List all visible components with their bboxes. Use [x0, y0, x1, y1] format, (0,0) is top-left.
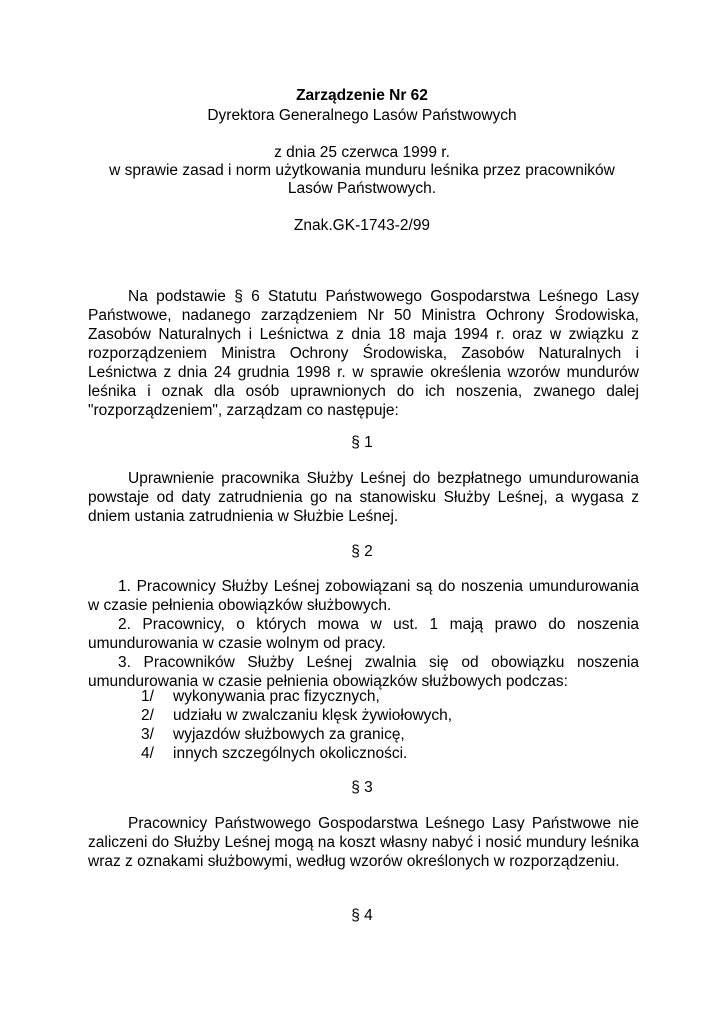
section-2-heading: § 2 [351, 543, 373, 560]
section-3-body [88, 814, 639, 871]
section-3-text: Pracownicy Państwowego Gospodarstwa Leśnego Lasy Państwowe nie zaliczeni do Służby Leśnej mogą na koszt własny nabyć i nosić mundury leśnika wraz z oznakami służbowymi, według wzorów określonych w rozporządzeniu. [88, 815, 639, 870]
document-issuer: Dyrektora Generalnego Lasów Państwowych [207, 107, 517, 124]
sublist-number: 1/ [141, 688, 154, 705]
sublist-text: wyjazdów służbowych za granicę, [173, 726, 405, 743]
sublist-text: udziału w zwalczaniu klęsk żywiołowych, [173, 707, 453, 724]
section-1-text: Uprawnienie pracownika Służby Leśnej do bezpłatnego umundurowania powstaje od daty zatrudnienia go na stanowisku Służby Leśnej, a wygasa z dniem ustania zatrudnienia w Służbie Leśnej. [88, 470, 639, 525]
document-title: Zarządzenie Nr 62 [296, 87, 428, 104]
document-subject-line-2: Lasów Państwowych. [287, 180, 437, 197]
preamble-text: Na podstawie § 6 Statutu Państwowego Gospodarstwa Leśnego Lasy Państwowe, nadanego zarządzeniem Nr 50 Ministra Ochrony Środowiska, Zasobów Naturalnych i Leśnictwa z dnia 18 maja 1994 r. oraz w związku z rozporządzeniem Ministra Ochrony Środowiska, Zasobów Naturalnych i Leśnictwa z dnia 24 grudnia 1998 r. w sprawie określenia wzorów mundurów leśnika i oznak dla osób uprawnionych do ich noszenia, zwanego dalej "rozporządzeniem", zarządzam co następuje: [88, 288, 639, 419]
sublist-number: 2/ [141, 707, 154, 724]
sublist-item [141, 725, 641, 744]
section-4-heading: § 4 [351, 907, 373, 924]
section-2-sublist [141, 687, 641, 763]
sublist-item [141, 706, 641, 725]
sublist-text: wykonywania prac fizycznych, [173, 688, 380, 705]
sublist-text: innych szczególnych okoliczności. [173, 745, 408, 762]
section-2-list [88, 577, 639, 691]
section-2-item: 3. Pracowników Służby Leśnej zwalnia się od obowiązku noszenia umundurowania w czasie pełnienia obowiązków służbowych podczas: [88, 654, 639, 690]
preamble [88, 287, 639, 420]
section-1-heading: § 1 [351, 434, 373, 451]
section-2-item: 2. Pracownicy, o których mowa w ust. 1 mają prawo do noszenia umundurowania w czasie wolnym od pracy. [88, 616, 639, 652]
section-3-heading: § 3 [351, 779, 373, 796]
sublist-item [141, 744, 641, 763]
sublist-number: 4/ [141, 745, 154, 762]
document-subject-line-1: w sprawie zasad i norm użytkowania munduru leśnika przez pracowników [109, 162, 615, 179]
document-reference: Znak.GK-1743-2/99 [293, 217, 431, 234]
sublist-item [141, 687, 641, 706]
sublist-number: 3/ [141, 726, 154, 743]
section-2-item: 1. Pracownicy Służby Leśnej zobowiązani są do noszenia umundurowania w czasie pełnienia obowiązków służbowych. [88, 578, 639, 614]
section-1-body [88, 469, 639, 526]
document-date: z dnia 25 czerwca 1999 r. [274, 144, 450, 161]
